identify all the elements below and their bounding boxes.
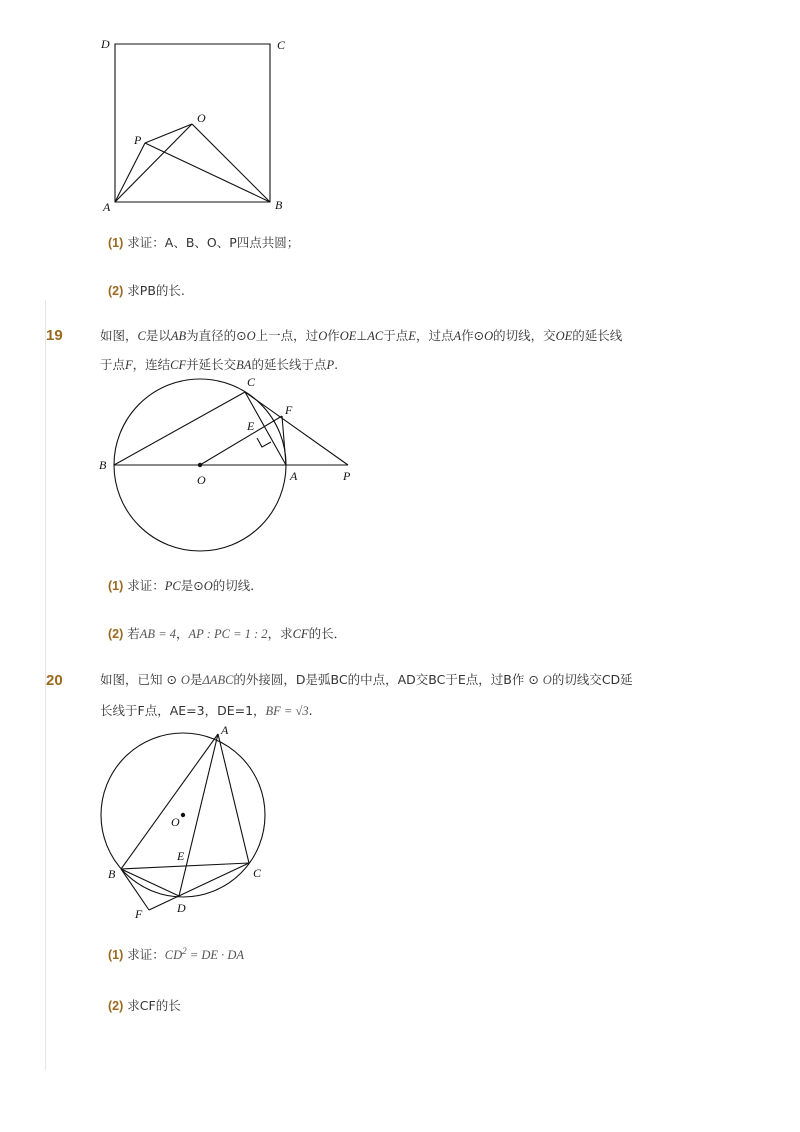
segment-bc [114,392,245,465]
q18-sub2-tag: (2) [108,284,124,298]
label-b: B [108,867,116,881]
q20-number: 20 [46,672,63,689]
segment-ob [192,124,270,202]
q19-subquestion-1: (1) 求证：PC是⊙O的切线． [108,578,263,593]
q19-stem-line1: 如图，C是以AB为直径的⊙O上一点，过O作OE⊥AC于点E，过点A作⊙O的切线，交OE的延长线 [100,328,623,343]
q19-number: 19 [46,327,63,344]
q20-subquestion-1: (1) 求证：$CD^2$ = DE · DA [108,945,245,962]
center-point [198,463,202,467]
label-b: B [275,198,283,212]
q20-stem-line2: 长线于F点，AE=3，DE=1，BF = √3. [100,703,313,718]
label-o: O [197,473,206,487]
label-p: P [134,133,142,147]
label-p: P [343,469,351,483]
segment-ac [218,734,249,863]
q18-subquestion-2 [108,281,185,299]
label-b: B [99,458,107,472]
label-a: A [221,723,229,737]
label-a: A [103,200,111,214]
segment-bc [121,863,249,869]
q18-sub1-text: 求证：A、B、O、P四点共圆； [127,235,300,250]
right-angle-mark [257,438,271,447]
q19-subquestion-2: (2) 若AB = 4，AP : PC = 1 : 2，求CF的长． [108,626,347,641]
q20-stem-line1: 如图，已知 ⊙ O是ΔABC的外接圆，D是弧BC的中点，AD交BC于E点，过B作 ⊙ O的切线交CD延 [100,672,633,687]
q18-sub2-text: 求PB的长. [127,283,185,298]
label-c: C [277,38,286,52]
q18-sub1-tag: (1) [108,236,124,250]
figure-square-abcd [95,30,305,220]
label-d: D [101,37,110,51]
q19-stem-line2: 于点F，连结CF并延长交BA的延长线于点P. [100,357,339,372]
segment-cf [149,863,249,910]
label-o: O [171,815,180,829]
label-e: E [177,849,185,863]
q18-subquestion-1 [108,233,299,251]
figure-circle-tangent [95,372,365,557]
label-o: O [197,111,206,125]
segment-pb [145,143,270,202]
segment-ab [121,734,218,869]
segment-ap [115,143,145,202]
label-e: E [247,419,255,433]
label-d: D [177,901,186,915]
label-f: F [285,403,293,417]
label-f: F [135,907,143,921]
segment-po [145,124,192,143]
center-point [181,813,185,817]
label-a: A [290,469,298,483]
q20-subquestion-2: (2) 求CF的长 [108,998,181,1013]
segment-ao [115,124,192,202]
figure-circumcircle [95,722,275,927]
label-c: C [247,375,256,389]
label-c: C [253,866,262,880]
segment-of [200,416,282,465]
